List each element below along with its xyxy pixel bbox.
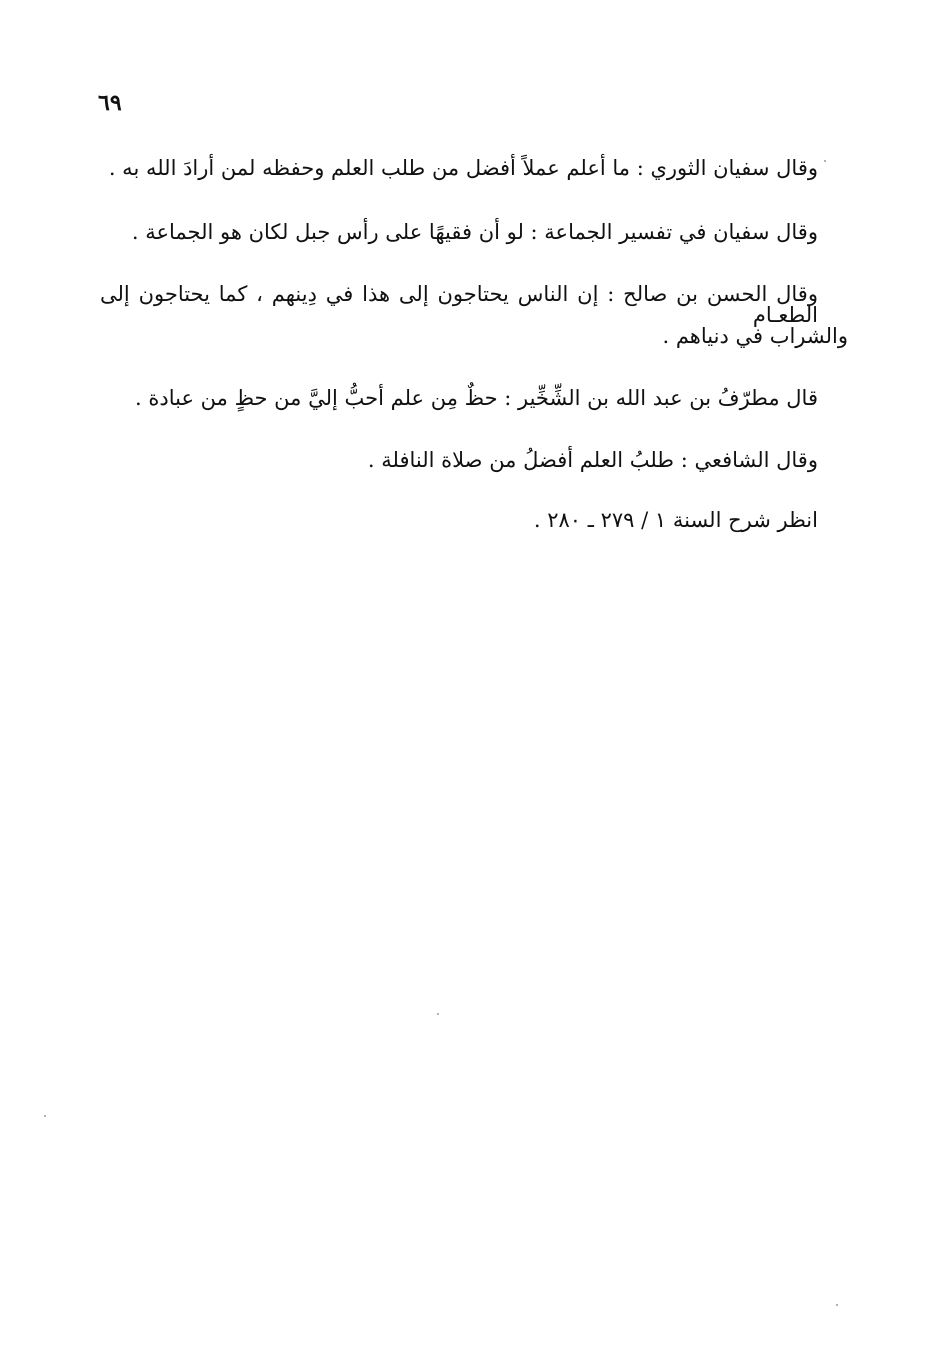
paragraph-line-1: وقال سفيان الثوري : ما أعلم عملاً أفضل من طلب العلم وحفظه لمن أرادَ الله به . [108, 156, 818, 180]
paragraph-line-3: وقال الحسن بن صالح : إن الناس يحتاجون إلى هذا في دِينهم ، كما يحتاجون إلى الطعـام [100, 282, 818, 327]
scan-speck [44, 1115, 46, 1117]
scan-speck [437, 1013, 439, 1015]
paragraph-line-6: وقال الشافعي : طلبُ العلم أفضلُ من صلاة النافلة . [367, 448, 818, 472]
paragraph-line-5: قال مطرّفُ بن عبد الله بن الشِّخِّير : حظٌ مِن علم أحبُّ إليَّ من حظٍ من عبادة . [135, 386, 818, 410]
scan-speck [824, 160, 826, 162]
paragraph-line-2: وقال سفيان في تفسير الجماعة : لو أن فقيهًا على رأس جبل لكان هو الجماعة . [131, 220, 818, 244]
paragraph-line-4: والشراب في دنياهم . [662, 324, 848, 348]
source-reference-line: انظر شرح السنة ١ / ٢٧٩ ـ ٢٨٠ . [533, 508, 818, 532]
page-number: ٦٩ [98, 90, 122, 116]
scan-speck [836, 1304, 838, 1306]
